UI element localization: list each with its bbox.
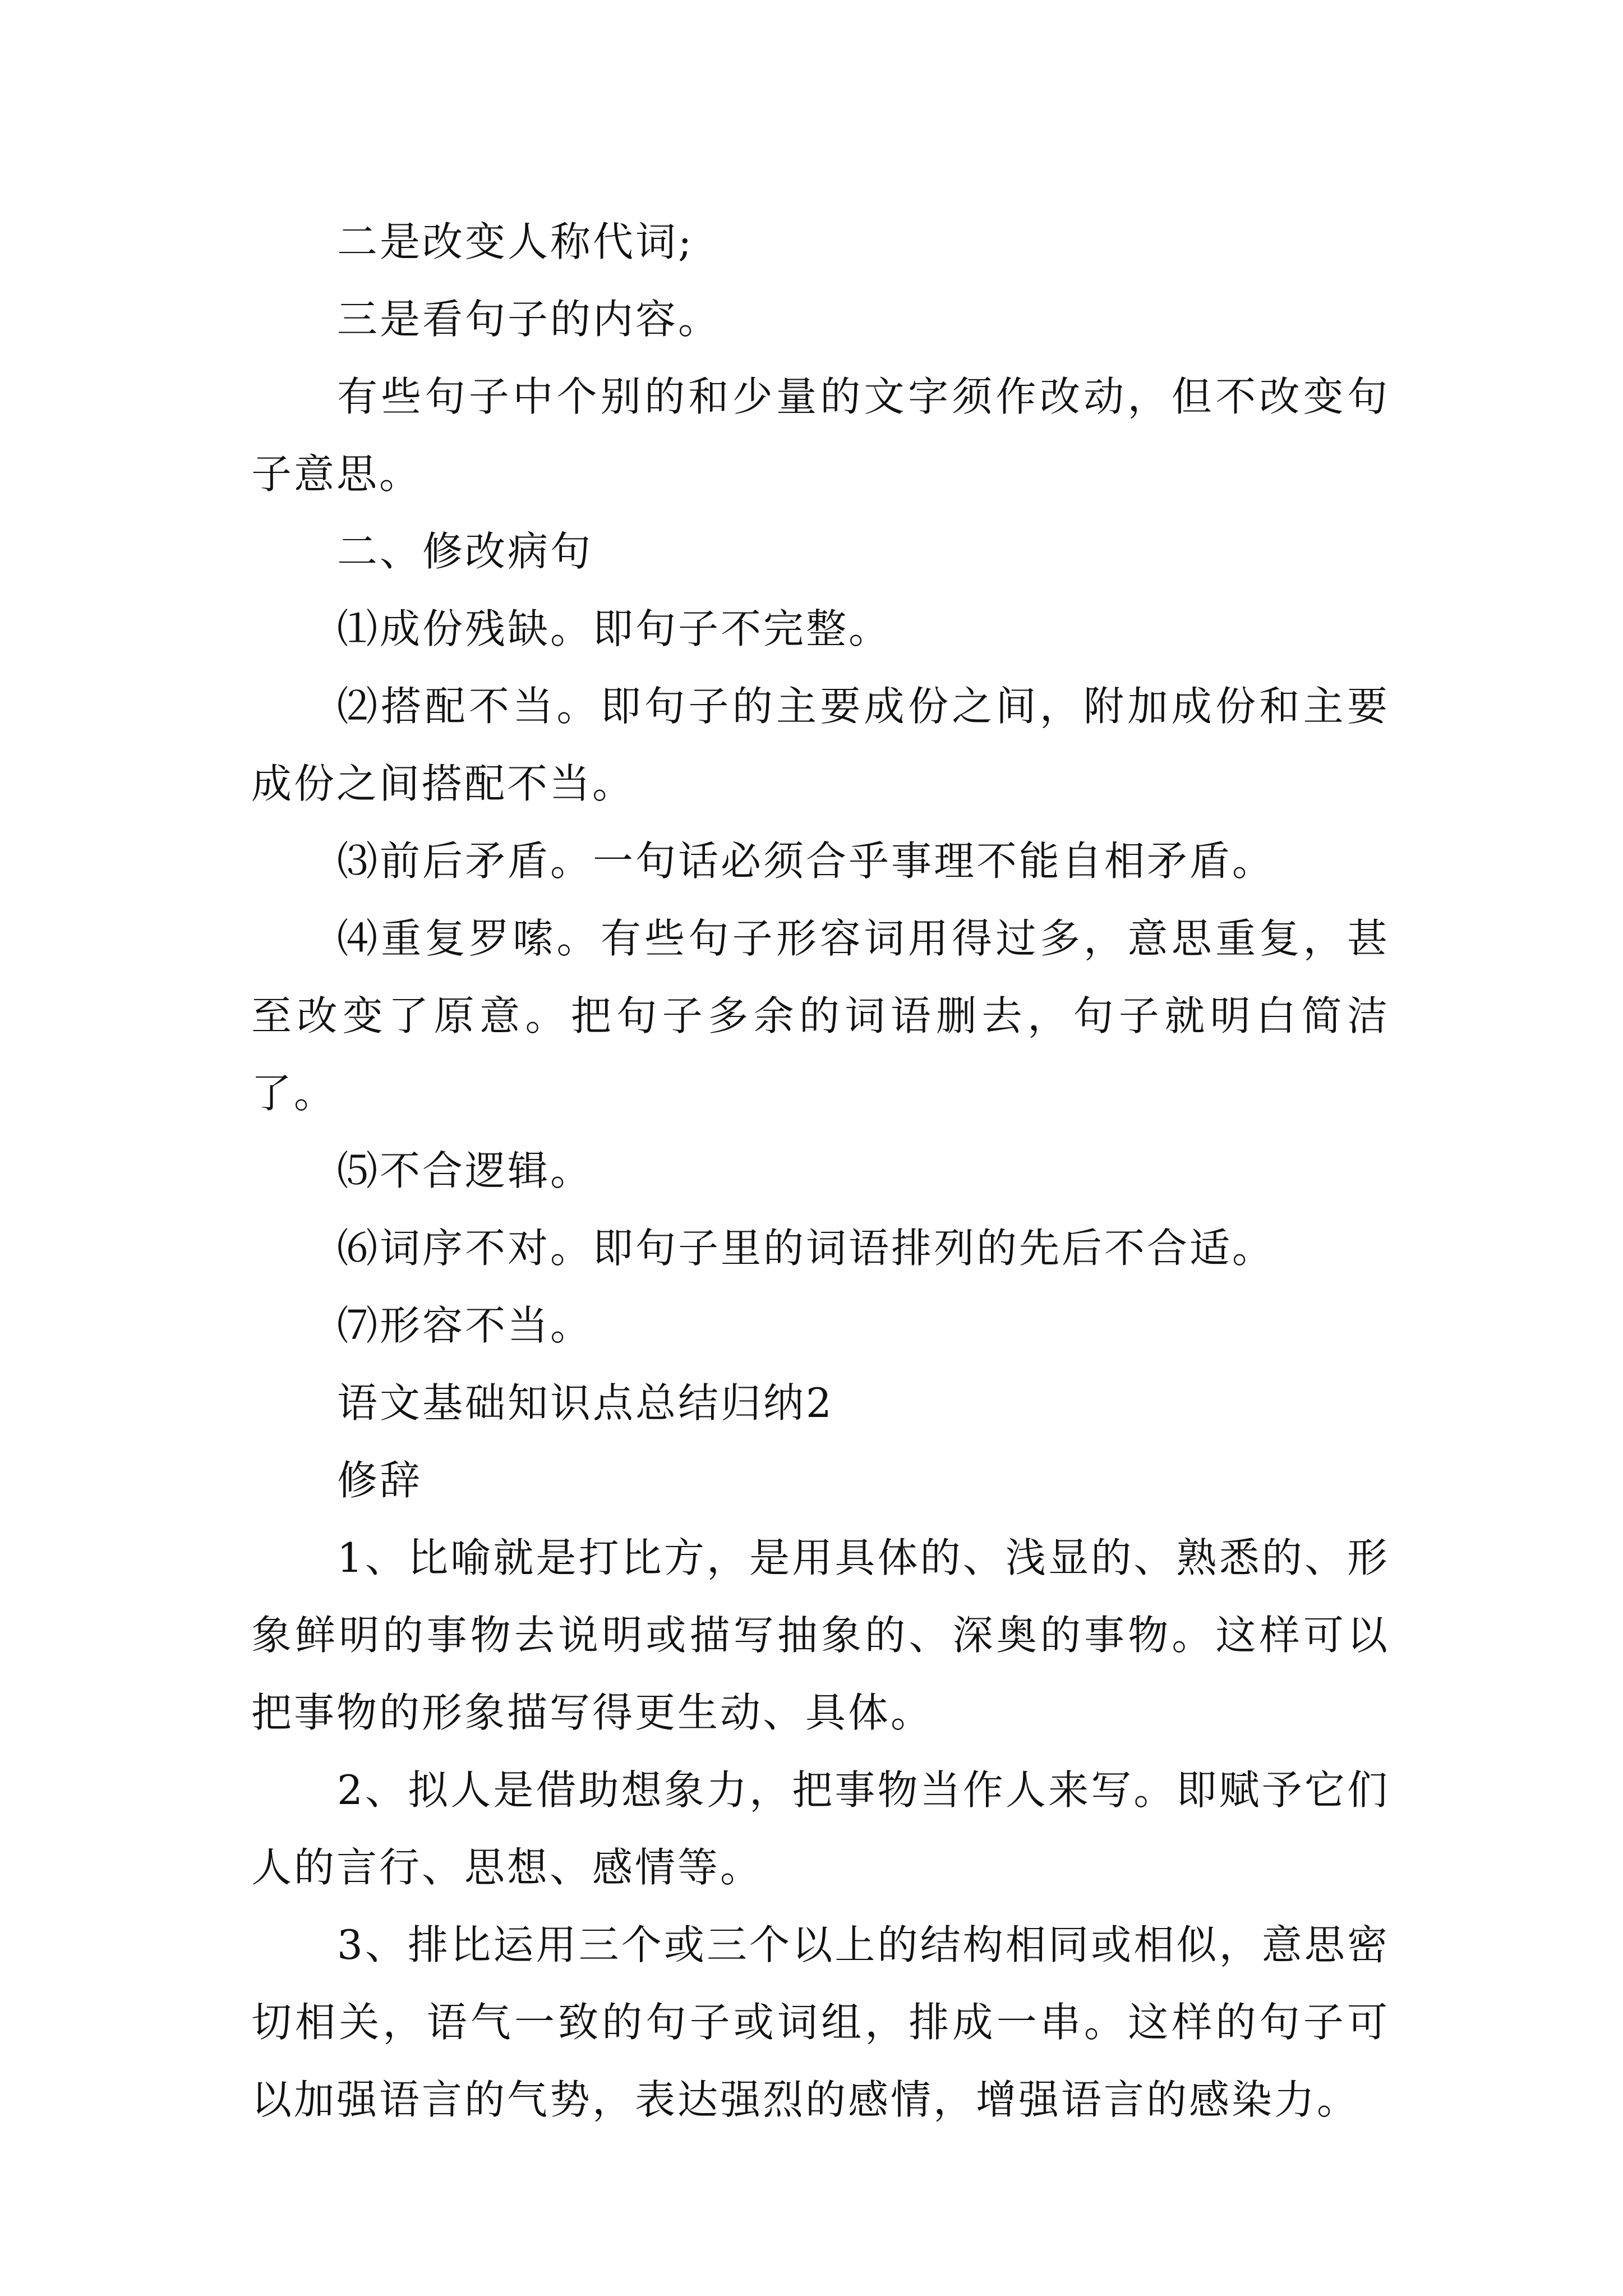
list-item: ⑸不合逻辑。 — [337, 1147, 593, 1194]
list-item: 2、拟人是借助想象力，把事物当作人来写。即赋予它们人的言行、思想、感情等。 — [251, 1766, 1390, 1891]
list-item: ⑵搭配不当。即句子的主要成份之间，附加成份和主要成份之间搭配不当。 — [251, 683, 1390, 807]
paragraph: 三是看句子的内容。 — [337, 296, 721, 343]
section-heading: 二、修改病句 — [337, 528, 593, 575]
document-body — [251, 203, 1390, 2138]
list-item: ⑴成份残缺。即句子不完整。 — [337, 605, 892, 652]
list-item: ⑷重复罗嗦。有些句子形容词用得过多，意思重复，甚至改变了原意。把句子多余的词语删去，句子就明白简洁了。 — [251, 915, 1390, 1117]
list-item: ⑶前后矛盾。一句话必须合乎事理不能自相矛盾。 — [337, 838, 1275, 885]
list-item: ⑺形容不当。 — [337, 1302, 593, 1349]
section-heading: 修辞 — [337, 1457, 423, 1504]
paragraph: 有些句子中个别的和少量的文字须作改动，但不改变句子意思。 — [251, 373, 1390, 498]
list-item: ⑹词序不对。即句子里的词语排列的先后不合适。 — [337, 1225, 1275, 1272]
list-item: 3、排比运用三个或三个以上的结构相同或相似，意思密切相关，语气一致的句子或词组，排成一串。这样的句子可以加强语言的气势，表达强烈的感情，增强语言的感染力。 — [251, 1921, 1390, 2123]
section-title: 语文基础知识点总结归纳2 — [337, 1379, 834, 1427]
list-item: 1、比喻就是打比方，是用具体的、浅显的、熟悉的、形象鲜明的事物去说明或描写抽象的、深奥的事物。这样可以把事物的形象描写得更生动、具体。 — [251, 1534, 1390, 1736]
paragraph: 二是改变人称代词; — [337, 218, 694, 265]
